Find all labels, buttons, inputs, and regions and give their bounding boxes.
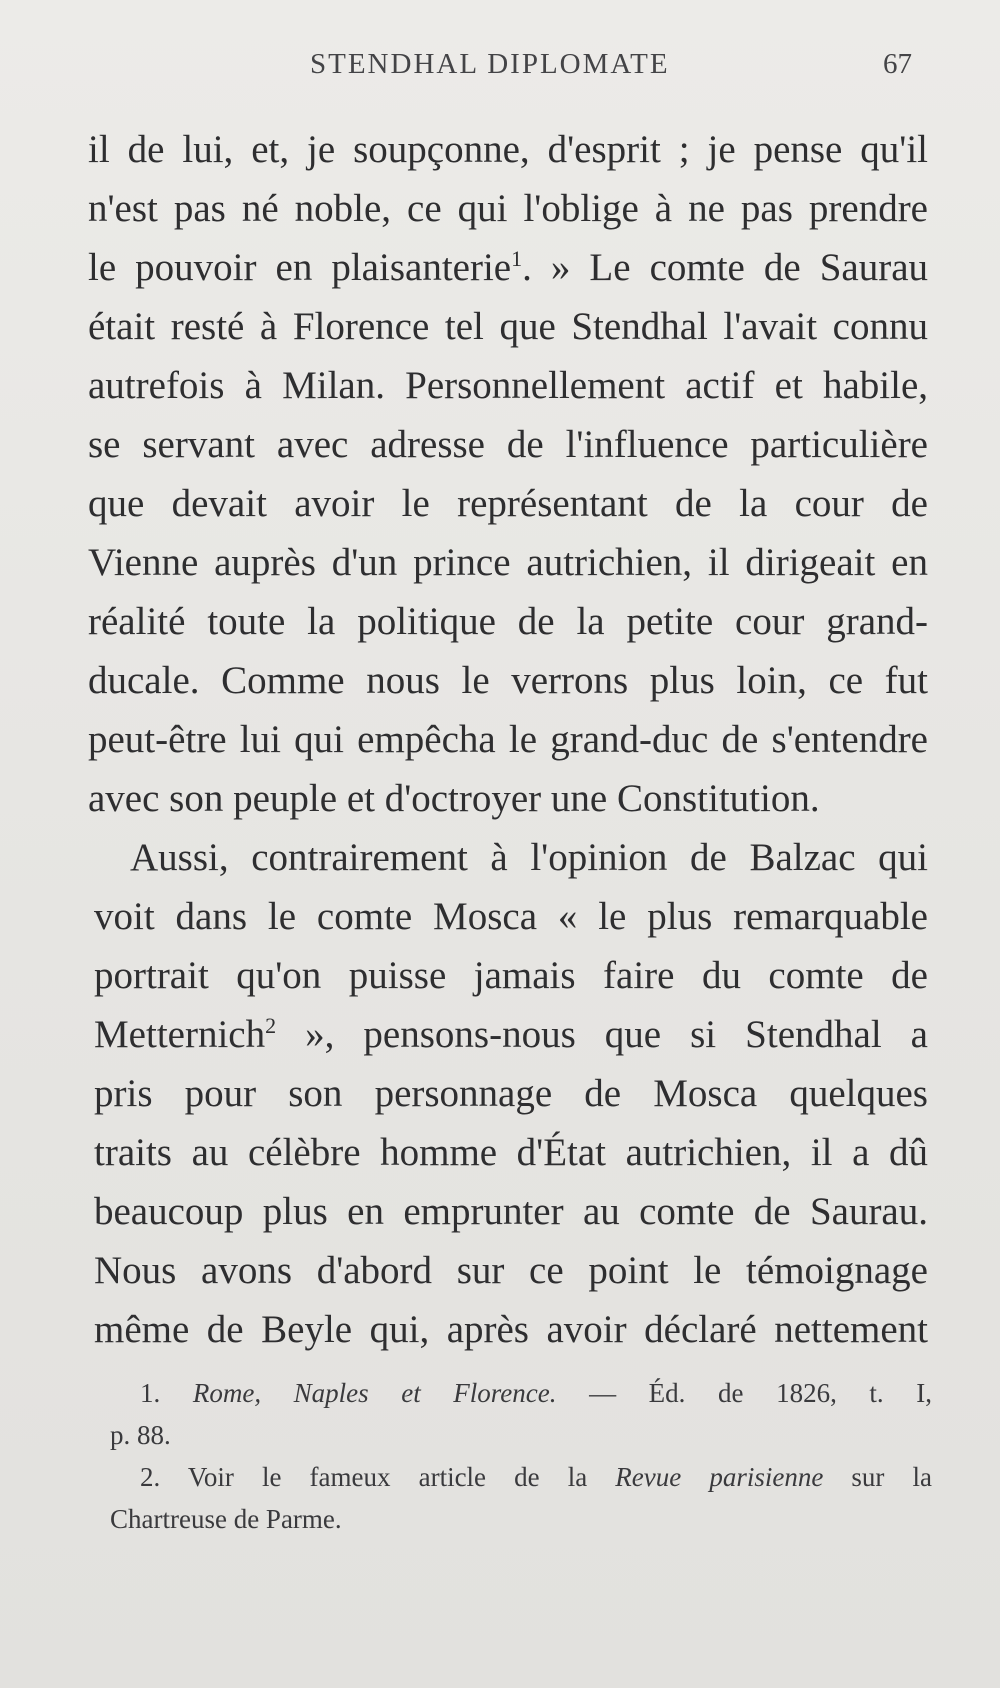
text-line: se servant avec adresse de l'influence particulière bbox=[88, 423, 928, 466]
text-fragment: », pensons-nous que si Stendhal a bbox=[276, 1013, 928, 1056]
footnote-text: — Éd. de 1826, t. I, bbox=[556, 1378, 932, 1408]
text-fragment: . » Le comte de Saurau bbox=[522, 246, 929, 289]
footnote-title: Rome, Naples et Florence. bbox=[192, 1378, 557, 1408]
text-line: ducale. Comme nous le verrons plus loin, ce fut bbox=[88, 659, 928, 702]
text-line bbox=[88, 238, 928, 297]
text-line: pris pour son personnage de Mosca quelques bbox=[94, 1072, 928, 1115]
text-line: beaucoup plus en emprunter au comte de Saurau. bbox=[94, 1190, 928, 1233]
footnote-text: Voir le fameux article de la bbox=[160, 1462, 616, 1492]
footnote-text: sur la bbox=[823, 1462, 932, 1492]
text-line: même de Beyle qui, après avoir déclaré nettement bbox=[94, 1308, 928, 1351]
text-line: n'est pas né noble, ce qui l'oblige à ne pas prendre bbox=[88, 187, 928, 230]
text-line: était resté à Florence tel que Stendhal l'avait connu bbox=[88, 305, 928, 348]
footnote-ref: 2 bbox=[265, 1013, 277, 1038]
text-line: Nous avons d'abord sur ce point le témoignage bbox=[94, 1249, 928, 1292]
text-line: Vienne auprès d'un prince autrichien, il dirigeait en bbox=[88, 541, 928, 584]
footnote-1 bbox=[110, 1372, 932, 1414]
body-text bbox=[88, 120, 928, 1359]
text-line: Aussi, contrairement à l'opinion de Balzac qui bbox=[130, 836, 928, 879]
text-fragment: le pouvoir en plaisanterie bbox=[88, 246, 512, 289]
text-line: il de lui, et, je soupçonne, d'esprit ; je pense qu'il bbox=[88, 128, 928, 171]
text-line: réalité toute la politique de la petite cour grand- bbox=[88, 600, 928, 643]
footnote-2 bbox=[110, 1456, 932, 1498]
text-line: voit dans le comte Mosca « le plus remarquable bbox=[94, 895, 928, 938]
text-line: peut-être lui qui empêcha le grand-duc de s'entendre bbox=[88, 718, 928, 761]
text-line: que devait avoir le représentant de la cour de bbox=[88, 482, 928, 525]
text-line: portrait qu'on puisse jamais faire du comte de bbox=[94, 954, 928, 997]
text-line bbox=[88, 1005, 928, 1064]
footnote-number: 2. bbox=[140, 1462, 161, 1492]
footnote-2-continuation: Chartreuse de Parme. bbox=[110, 1504, 342, 1534]
footnotes bbox=[110, 1372, 932, 1540]
footnote-journal: Revue parisienne bbox=[615, 1462, 824, 1492]
text-line: autrefois à Milan. Personnellement actif et habile, bbox=[88, 364, 928, 407]
page-number: 67 bbox=[883, 48, 912, 80]
running-title: STENDHAL DIPLOMATE bbox=[310, 48, 670, 80]
text-line: avec son peuple et d'octroyer une Constitution. bbox=[88, 777, 820, 820]
running-head bbox=[88, 48, 928, 88]
footnote-number: 1. bbox=[140, 1378, 161, 1408]
text-line: traits au célèbre homme d'État autrichien, il a dû bbox=[94, 1131, 928, 1174]
footnote-ref: 1 bbox=[511, 246, 523, 271]
text-fragment: Metternich bbox=[94, 1013, 266, 1056]
footnote-1-continuation: p. 88. bbox=[110, 1420, 171, 1450]
